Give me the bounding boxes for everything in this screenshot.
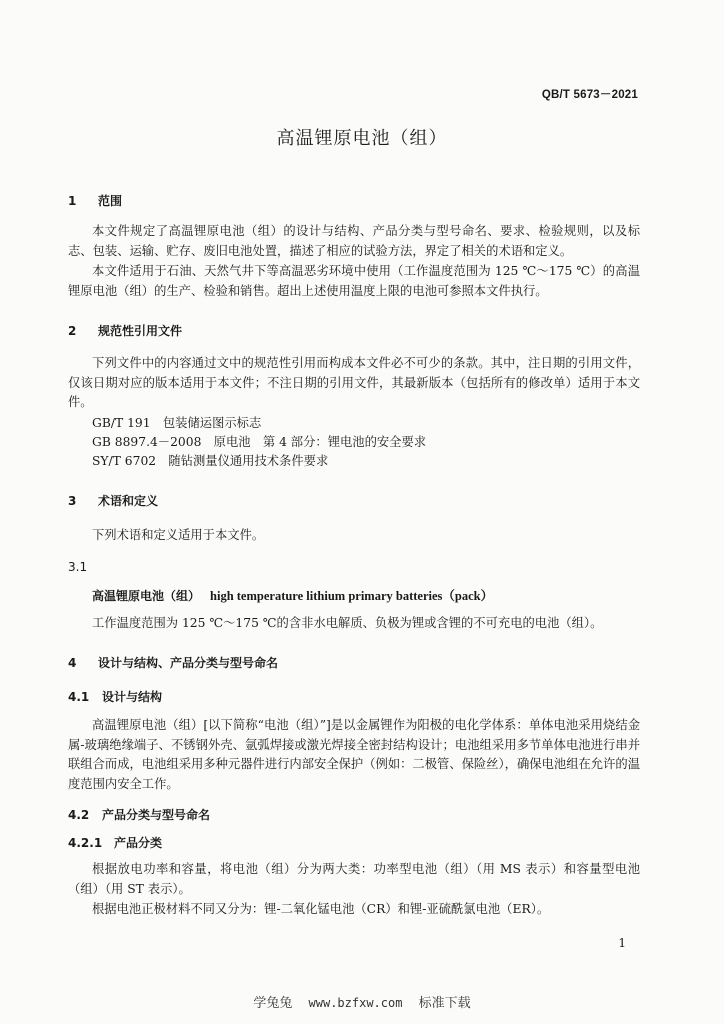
section-number: 4.2 [68, 808, 90, 822]
section-number: 1 [68, 194, 77, 208]
section-1-paragraph-1: 本文件规定了高温锂原电池（组）的设计与结构、产品分类与型号命名、要求、检验规则，以及标志、包装、运输、贮存、废旧电池处置，描述了相应的试验方法，界定了相关的术语和定义。 [68, 224, 640, 258]
term-entry [92, 586, 493, 604]
section-4-2-1-paragraph-1: 根据放电功率和容量，将电池（组）分为两大类：功率型电池（组）（用 MS 表示）和容量型电池（组）（用 ST 表示）。 [68, 862, 640, 896]
section-title: 术语和定义 [98, 494, 159, 508]
term-chinese: 高温锂原电池（组） [92, 589, 201, 603]
section-number: 4.1 [68, 690, 90, 704]
term-english: high temperature lithium primary batteries（pack） [210, 589, 494, 603]
section-title: 产品分类 [114, 836, 163, 850]
section-title: 产品分类与型号命名 [102, 808, 211, 822]
section-4-2-1-heading [68, 834, 162, 851]
section-2-heading [68, 322, 182, 339]
section-3-paragraph-1: 下列术语和定义适用于本文件。 [92, 528, 265, 542]
section-1-heading [68, 192, 122, 209]
section-4-1-paragraph: 高温锂原电池（组）[以下简称“电池（组）”]是以金属锂作为阳极的电化学体系：单体电池采用烧结金属-玻璃绝缘端子、不锈钢外壳、氩弧焊接或激光焊接全密封结构设计；电池组采用多节单体电池进行串并联组合而成，电池组采用多种元器件进行内部安全保护（例如：二极管、保险丝），确保电池组在允许的温度范围内安全工作。 [68, 718, 640, 791]
section-number: 4.2.1 [68, 836, 103, 850]
section-2-paragraph-1: 下列文件中的内容通过文中的规范性引用而构成本文件必不可少的条款。其中，注日期的引用文件，仅该日期对应的版本适用于本文件；不注日期的引用文件，其最新版本（包括所有的修改单）适用于本文件。 [68, 356, 640, 409]
footer-site-name: 学兔兔 [253, 996, 293, 1011]
section-title: 设计与结构 [102, 690, 163, 704]
section-3-heading [68, 492, 158, 509]
reference-item: GB 8897.4－2008 原电池 第 4 部分：锂电池的安全要求 [92, 435, 427, 449]
standard-number: QB/T 5673－2021 [541, 89, 638, 101]
footer-tagline: 标准下载 [418, 996, 471, 1011]
section-4-2-heading [68, 806, 210, 823]
section-title: 规范性引用文件 [98, 324, 183, 338]
subsection-3-1-number: 3.1 [68, 560, 88, 574]
section-4-heading [68, 654, 278, 671]
section-4-1-heading [68, 688, 162, 705]
site-footer [0, 992, 724, 1011]
section-number: 2 [68, 324, 77, 338]
section-1-paragraph-2: 本文件适用于石油、天然气井下等高温恶劣环境中使用（工作温度范围为 125 ℃～175 ℃）的高温锂原电池（组）的生产、检验和销售。超出上述使用温度上限的电池可参照本文件执行。 [68, 264, 640, 298]
reference-item: SY/T 6702 随钻测量仪通用技术条件要求 [92, 454, 329, 468]
document-title: 高温锂原电池（组） [276, 128, 448, 149]
section-number: 3 [68, 494, 77, 508]
reference-item: GB/T 191 包装储运图示标志 [92, 416, 262, 430]
section-number: 4 [68, 656, 77, 670]
section-title: 设计与结构、产品分类与型号命名 [98, 656, 279, 670]
footer-url[interactable]: www.bzfxw.com [308, 996, 403, 1010]
page-number: 1 [618, 936, 626, 950]
section-4-2-1-paragraph-2: 根据电池正极材料不同又分为：锂-二氧化锰电池（CR）和锂-亚硫酰氯电池（ER）。 [92, 902, 550, 916]
term-definition: 工作温度范围为 125 ℃～175 ℃的含非水电解质、负极为锂或含锂的不可充电的电池（组）。 [92, 616, 603, 630]
section-title: 范围 [98, 194, 123, 208]
